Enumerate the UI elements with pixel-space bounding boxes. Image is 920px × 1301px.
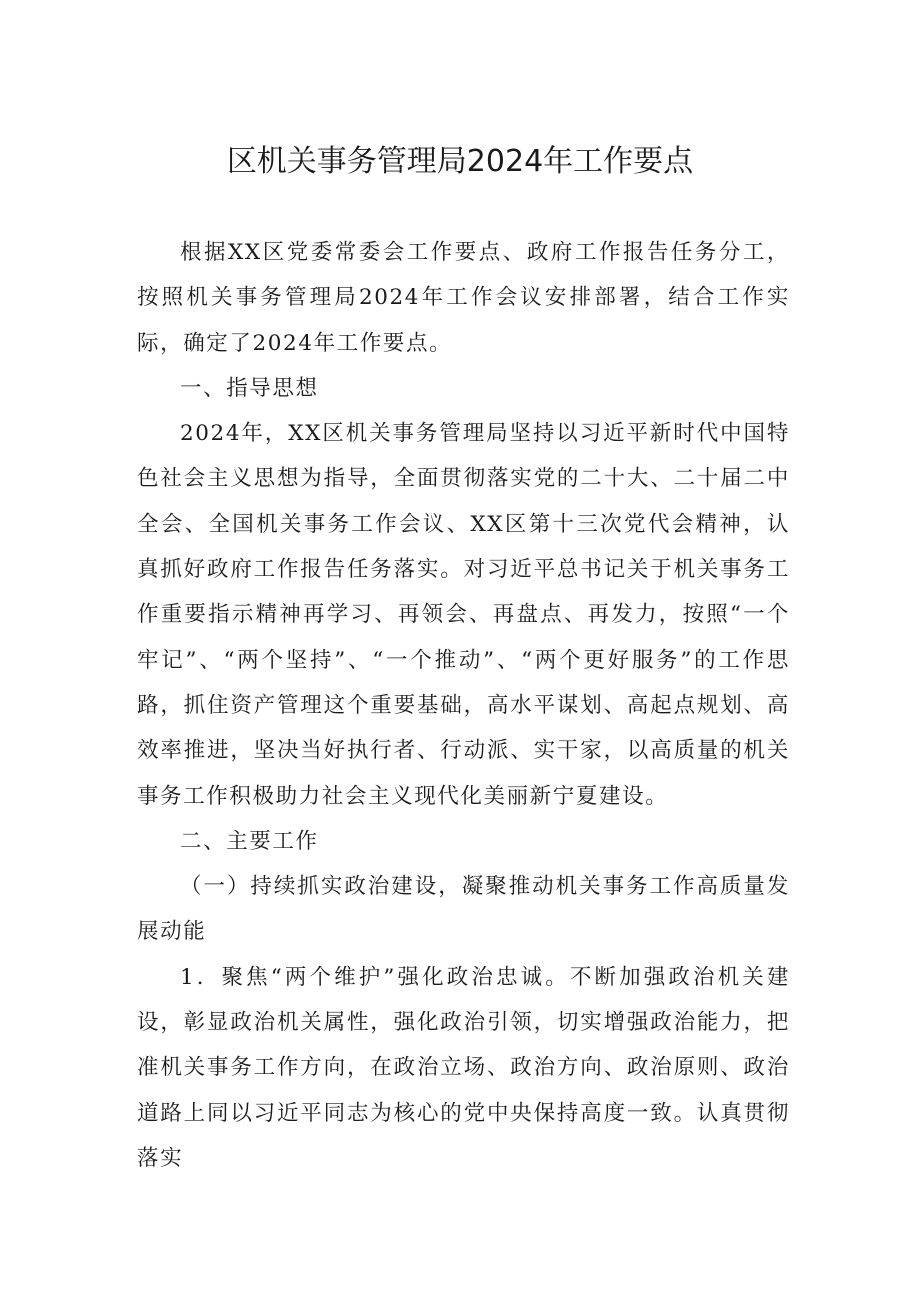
section-heading-guiding-ideology: 一、指导思想: [180, 375, 319, 401]
intro-paragraph: 根据XX区党委常委会工作要点、政府工作报告任务分工，按照机关事务管理局2024年工作会议安排部署，结合工作实际，确定了2024年工作要点。: [137, 240, 790, 356]
document-body: [137, 230, 790, 1181]
guiding-ideology-paragraph: 2024年，XX区机关事务管理局坚持以习近平新时代中国特色社会主义思想为指导，全面贯彻落实党的二十大、二十届二中全会、全国机关事务工作会议、XX区第十三次党代会精神，认真抓好政府工作报告任务落实。对习近平总书记关于机关事务工作重要指示精神再学习、再领会、再盘点、再发力，按照“一个牢记”、“两个坚持”、“一个推动”、“两个更好服务”的工作思路，抓住资产管理这个重要基础，高水平谋划、高起点规划、高效率推进，坚决当好执行者、行动派、实干家，以高质量的机关事务工作积极助力社会主义现代化美丽新宁夏建设。: [137, 421, 790, 809]
subsection-heading-political-building: （一）持续抓实政治建设，凝聚推动机关事务工作高质量发展动能: [137, 874, 790, 945]
item-paragraph-political-loyalty: 1．聚焦“两个维护”强化政治忠诚。不断加强政治机关建设，彰显政治机关属性，强化政治引领，切实增强政治能力，把准机关事务工作方向，在政治立场、政治方向、政治原则、政治道路上同以习近平同志为核心的党中央保持高度一致。认真贯彻落实: [137, 964, 790, 1171]
section-heading-main-work: 二、主要工作: [180, 828, 319, 854]
document-title: 区机关事务管理局2024年工作要点: [226, 144, 694, 179]
